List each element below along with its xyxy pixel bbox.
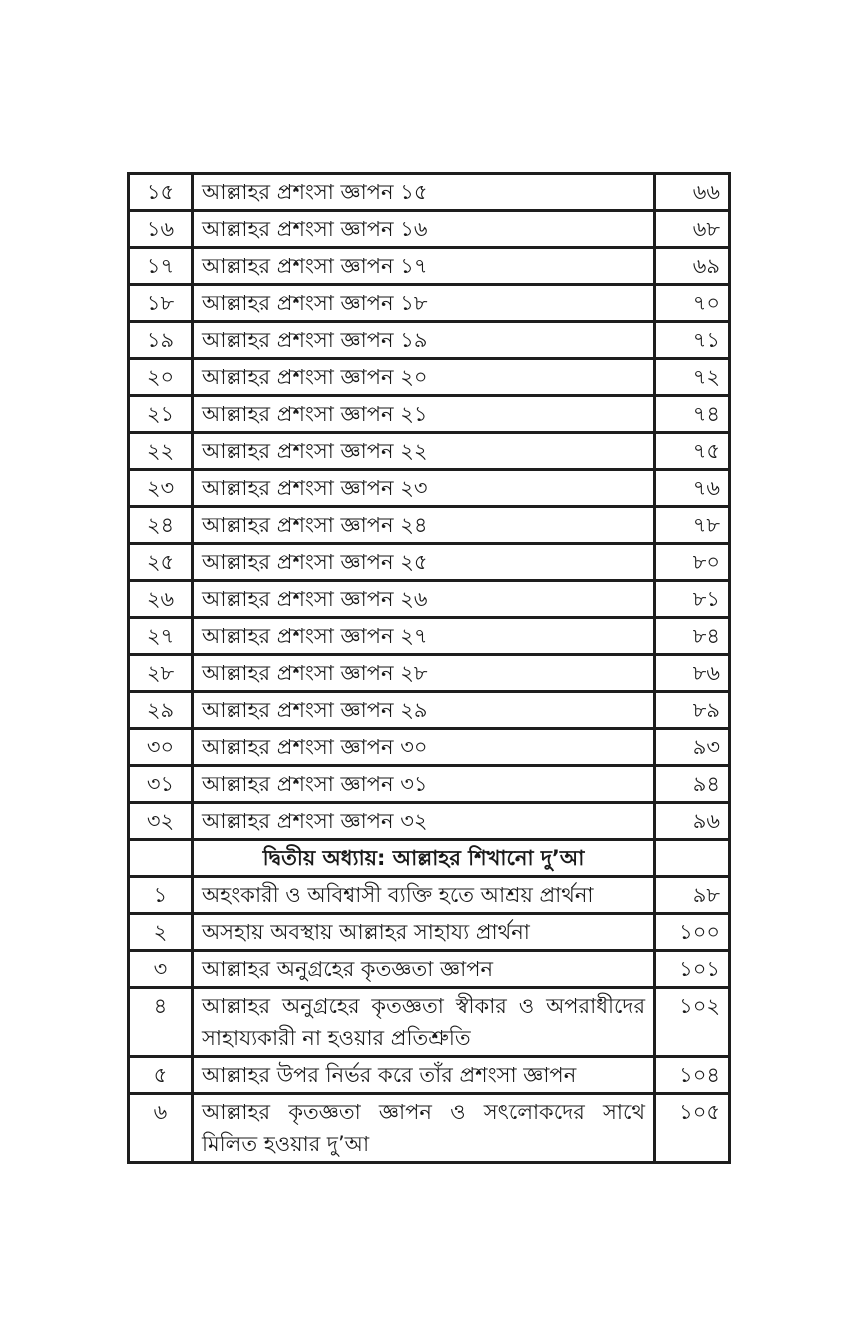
entry-title: অসহায় অবস্থায় আল্লাহর সাহায্য প্রার্থনা <box>193 914 655 951</box>
entry-title: আল্লাহর প্রশংসা জ্ঞাপন ১৬ <box>193 211 655 248</box>
table-row <box>129 877 730 914</box>
table-row <box>129 396 730 433</box>
entry-page: ৯৬ <box>655 803 730 840</box>
entry-title: আল্লাহর প্রশংসা জ্ঞাপন ২৯ <box>193 692 655 729</box>
entry-page: ৭৪ <box>655 396 730 433</box>
entry-title: আল্লাহর প্রশংসা জ্ঞাপন ৩১ <box>193 766 655 803</box>
chapter-heading-row <box>129 840 730 877</box>
table-row <box>129 359 730 396</box>
table-row <box>129 618 730 655</box>
entry-number: ১৫ <box>129 174 193 211</box>
entry-number: ১৮ <box>129 285 193 322</box>
entry-title: আল্লাহর প্রশংসা জ্ঞাপন ৩২ <box>193 803 655 840</box>
entry-number: ২ <box>129 914 193 951</box>
entry-page: ৮৪ <box>655 618 730 655</box>
table-row <box>129 914 730 951</box>
entry-number: ৩১ <box>129 766 193 803</box>
entry-title: আল্লাহর অনুগ্রহের কৃতজ্ঞতা স্বীকার ও অপরাধীদের সাহায্যকারী না হওয়ার প্রতিশ্রুতি <box>193 988 655 1057</box>
entry-title: আল্লাহর প্রশংসা জ্ঞাপন ১৫ <box>193 174 655 211</box>
entry-title: আল্লাহর প্রশংসা জ্ঞাপন ২৮ <box>193 655 655 692</box>
entry-page: ৯৪ <box>655 766 730 803</box>
table-row <box>129 322 730 359</box>
entry-page: ৮১ <box>655 581 730 618</box>
entry-number: ৪ <box>129 988 193 1057</box>
table-row <box>129 951 730 988</box>
entry-title: আল্লাহর প্রশংসা জ্ঞাপন ২৭ <box>193 618 655 655</box>
table-row <box>129 248 730 285</box>
entry-page: ১০১ <box>655 951 730 988</box>
entry-page: ৬৯ <box>655 248 730 285</box>
table-row <box>129 470 730 507</box>
table-row <box>129 433 730 470</box>
entry-page: ৭০ <box>655 285 730 322</box>
entry-title: আল্লাহর প্রশংসা জ্ঞাপন ২০ <box>193 359 655 396</box>
entry-title: আল্লাহর প্রশংসা জ্ঞাপন ২৩ <box>193 470 655 507</box>
entry-number: ৩ <box>129 951 193 988</box>
entry-number: ১৯ <box>129 322 193 359</box>
entry-page: ৬৮ <box>655 211 730 248</box>
toc-table <box>127 172 731 1164</box>
table-row <box>129 729 730 766</box>
entry-number: ২৬ <box>129 581 193 618</box>
entry-title: আল্লাহর প্রশংসা জ্ঞাপন ২২ <box>193 433 655 470</box>
entry-number: ২০ <box>129 359 193 396</box>
table-row <box>129 692 730 729</box>
toc-body <box>129 174 730 1163</box>
entry-number: ৫ <box>129 1057 193 1094</box>
entry-title: আল্লাহর প্রশংসা জ্ঞাপন ২৫ <box>193 544 655 581</box>
table-row <box>129 988 730 1057</box>
entry-page: ১০২ <box>655 988 730 1057</box>
table-row <box>129 581 730 618</box>
entry-page: ৮৬ <box>655 655 730 692</box>
entry-title: আল্লাহর অনুগ্রহের কৃতজ্ঞতা জ্ঞাপন <box>193 951 655 988</box>
entry-title: আল্লাহর কৃতজ্ঞতা জ্ঞাপন ও সৎলোকদের সাথে মিলিত হওয়ার দু’আ <box>193 1094 655 1163</box>
entry-title: অহংকারী ও অবিশ্বাসী ব্যক্তি হতে আশ্রয় প্রার্থনা <box>193 877 655 914</box>
entry-number: ৩০ <box>129 729 193 766</box>
table-row <box>129 766 730 803</box>
entry-number: ১৬ <box>129 211 193 248</box>
entry-page: ৬৬ <box>655 174 730 211</box>
entry-page: ৭৬ <box>655 470 730 507</box>
entry-page: ১০০ <box>655 914 730 951</box>
entry-page: ৮৯ <box>655 692 730 729</box>
entry-page: ৭১ <box>655 322 730 359</box>
entry-title: আল্লাহর প্রশংসা জ্ঞাপন ১৭ <box>193 248 655 285</box>
entry-number: ১ <box>129 877 193 914</box>
entry-number: ১৭ <box>129 248 193 285</box>
entry-number: ২৫ <box>129 544 193 581</box>
entry-page: ৮০ <box>655 544 730 581</box>
entry-title: আল্লাহর প্রশংসা জ্ঞাপন ২৬ <box>193 581 655 618</box>
entry-number: ২২ <box>129 433 193 470</box>
entry-number: ২১ <box>129 396 193 433</box>
entry-number: ২৮ <box>129 655 193 692</box>
entry-title: আল্লাহর প্রশংসা জ্ঞাপন ৩০ <box>193 729 655 766</box>
entry-title: আল্লাহর প্রশংসা জ্ঞাপন ২৪ <box>193 507 655 544</box>
entry-title: আল্লাহর প্রশংসা জ্ঞাপন ১৮ <box>193 285 655 322</box>
entry-number: ২৪ <box>129 507 193 544</box>
empty-cell <box>655 840 730 877</box>
entry-page: ১০৪ <box>655 1057 730 1094</box>
table-row <box>129 285 730 322</box>
entry-page: ৯৮ <box>655 877 730 914</box>
table-row <box>129 655 730 692</box>
entry-title: আল্লাহর উপর নির্ভর করে তাঁর প্রশংসা জ্ঞাপন <box>193 1057 655 1094</box>
table-row <box>129 803 730 840</box>
entry-title: আল্লাহর প্রশংসা জ্ঞাপন ২১ <box>193 396 655 433</box>
entry-page: ৭২ <box>655 359 730 396</box>
table-row <box>129 544 730 581</box>
entry-page: ৯৩ <box>655 729 730 766</box>
entry-page: ৭৫ <box>655 433 730 470</box>
table-row <box>129 211 730 248</box>
entry-number: ২৭ <box>129 618 193 655</box>
entry-page: ১০৫ <box>655 1094 730 1163</box>
table-row <box>129 1094 730 1163</box>
entry-number: ৬ <box>129 1094 193 1163</box>
table-row <box>129 174 730 211</box>
entry-number: ২৯ <box>129 692 193 729</box>
table-row <box>129 507 730 544</box>
entry-title: আল্লাহর প্রশংসা জ্ঞাপন ১৯ <box>193 322 655 359</box>
entry-number: ৩২ <box>129 803 193 840</box>
entry-number: ২৩ <box>129 470 193 507</box>
entry-page: ৭৮ <box>655 507 730 544</box>
empty-cell <box>129 840 193 877</box>
table-row <box>129 1057 730 1094</box>
chapter-heading: দ্বিতীয় অধ্যায়: আল্লাহর শিখানো দু’আ <box>193 840 655 877</box>
